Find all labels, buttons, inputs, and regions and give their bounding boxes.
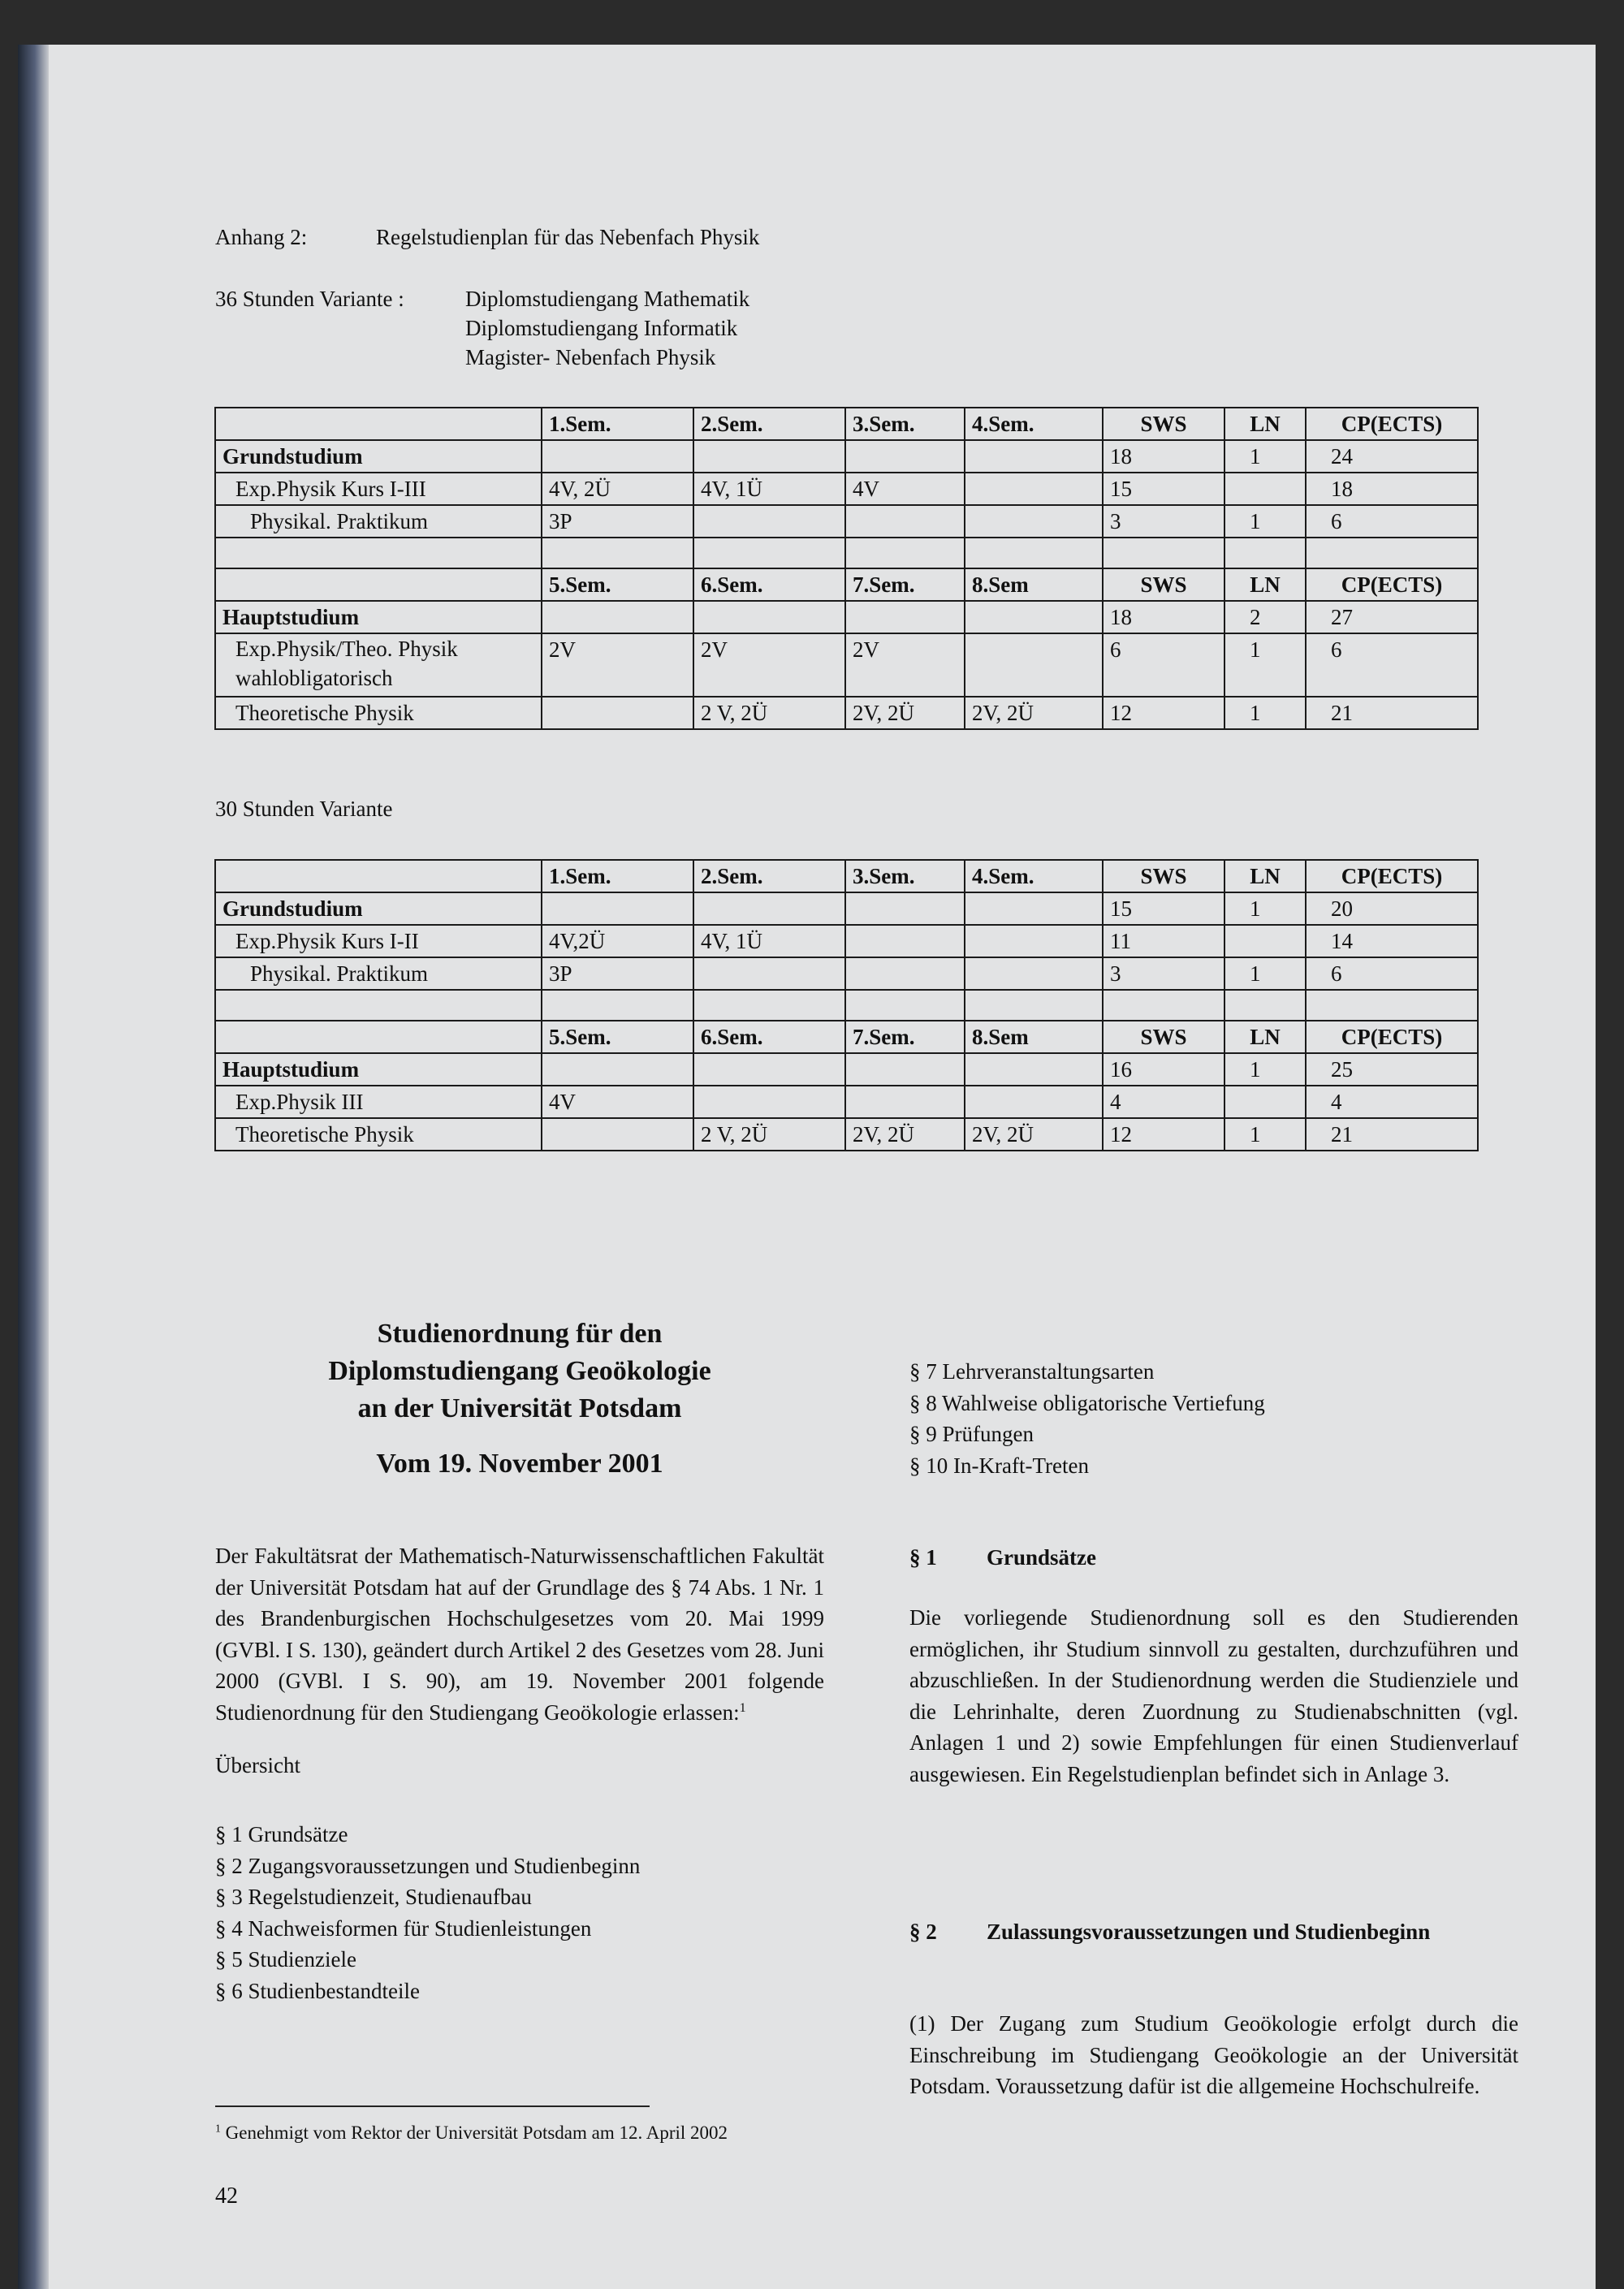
table-cell: 11 (1103, 925, 1224, 957)
table-cell: 3P (542, 957, 693, 990)
table-cell: Theoretische Physik (215, 1118, 542, 1151)
table-cell: Exp.Physik Kurs I-II (215, 925, 542, 957)
table-cell: 4V (845, 473, 965, 505)
table-cell: 15 (1103, 473, 1224, 505)
table-cell: 3P (542, 505, 693, 538)
overview-item: § 8 Wahlweise obligatorische Vertiefung (909, 1390, 1265, 1415)
table-cell (542, 990, 693, 1021)
ordinance-intro: Der Fakultätsrat der Mathematisch-Naturwissenschaftlichen Fakultät der Universität Potsdam hat auf der Grundlage des § 74 Abs. 1 Nr. 1 des Brandenburgischen Hochschulgesetzes vom 20. Mai 1999 (GVBl. I S. 130), geändert durch Artikel 2 des Gesetzes vom 28. Juni 2000 (GVBl. I S. 90), am 19. November 2001 folgende Studienordnung für den Studiengang Geoökologie erlassen:$^1$ (215, 1544, 824, 1725)
variant36-program-2: Diplomstudiengang Informatik (465, 316, 738, 340)
table-cell (542, 1053, 693, 1086)
table-cell: Hauptstudium (215, 601, 542, 633)
overview-list-right (909, 1356, 1265, 1481)
overview-item: § 5 Studienziele (215, 1947, 356, 1972)
table-header-cell: 8.Sem (965, 1021, 1103, 1053)
table-row (215, 633, 1478, 697)
table-cell (845, 925, 965, 957)
table-cell (1103, 990, 1224, 1021)
table-cell (215, 990, 542, 1021)
section-1-text: Die vorliegende Studienordnung soll es den Studierenden ermöglichen, ihr Studium sinnvoll zu gestalten, durchzuführen und abzuschließen. In der Studienordnung werden die Studienziele und die Lehrinhalte, deren Zuordnung zu Studienabschnitten (vgl. Anlagen 1 und 2) sowie Empfehlungen für einen Studienverlauf ausgewiesen. Ein Regelstudienplan befindet sich in Anlage 3. (909, 1605, 1518, 1786)
table-cell: Exp.Physik/Theo. Physik wahlobligatorisch (215, 633, 542, 697)
table-cell (965, 1086, 1103, 1118)
table-cell: 3 (1103, 505, 1224, 538)
table-header-cell: 3.Sem. (845, 860, 965, 892)
table-row (215, 1118, 1478, 1151)
table-cell: 4V (542, 1086, 693, 1118)
table-cell: 1 (1224, 633, 1306, 697)
footnote-reference[interactable]: 1 (739, 1699, 746, 1715)
table-cell (845, 538, 965, 568)
table-cell: 2V, 2Ü (965, 1118, 1103, 1151)
table-cell (542, 538, 693, 568)
table-cell: 3 (1103, 957, 1224, 990)
table-cell: 21 (1306, 697, 1478, 729)
study-plan-table-36 (214, 407, 1479, 730)
table-cell (965, 633, 1103, 697)
table-cell: 25 (1306, 1053, 1478, 1086)
table-header-cell: 4.Sem. (965, 408, 1103, 440)
table-cell: 2 V, 2Ü (693, 1118, 845, 1151)
table-header-cell: SWS (1103, 860, 1224, 892)
table-cell: Theoretische Physik (215, 697, 542, 729)
table-cell (965, 1053, 1103, 1086)
table-row (215, 538, 1478, 568)
footnote-divider (215, 2105, 650, 2107)
table-header-cell: SWS (1103, 408, 1224, 440)
overview-item: § 2 Zugangsvoraussetzungen und Studienbeginn (215, 1853, 641, 1878)
table-header-cell (215, 860, 542, 892)
table-row (215, 957, 1478, 990)
table-cell (1224, 473, 1306, 505)
section-1-number: § 1 (909, 1545, 937, 1570)
table-header-cell: 8.Sem (965, 568, 1103, 601)
table-cell (1306, 538, 1478, 568)
table-cell: 2V (693, 633, 845, 697)
table-header-cell: LN (1224, 408, 1306, 440)
table-cell (1306, 990, 1478, 1021)
table-cell: 12 (1103, 697, 1224, 729)
table-row (215, 892, 1478, 925)
table-cell: 6 (1306, 505, 1478, 538)
table-header-cell: CP(ECTS) (1306, 860, 1478, 892)
table-cell (1224, 1086, 1306, 1118)
table-cell (1224, 925, 1306, 957)
table-row (215, 925, 1478, 957)
table-header-cell: LN (1224, 568, 1306, 601)
table-row (215, 408, 1478, 440)
table-cell: 1 (1224, 505, 1306, 538)
table-cell (845, 892, 965, 925)
table-header-cell: SWS (1103, 568, 1224, 601)
table-cell: 18 (1103, 440, 1224, 473)
section-2-number: § 2 (909, 1920, 937, 1944)
table-header-cell: 1.Sem. (542, 408, 693, 440)
table-cell: 2V (542, 633, 693, 697)
table-cell: Physikal. Praktikum (215, 957, 542, 990)
overview-item: § 3 Regelstudienzeit, Studienaufbau (215, 1885, 532, 1909)
table-cell: 4 (1306, 1086, 1478, 1118)
table-cell (965, 925, 1103, 957)
table-cell (1103, 538, 1224, 568)
overview-item: § 7 Lehrveranstaltungsarten (909, 1359, 1155, 1384)
table-header-cell: CP(ECTS) (1306, 408, 1478, 440)
table-cell: 15 (1103, 892, 1224, 925)
table-cell: 20 (1306, 892, 1478, 925)
table-row (215, 473, 1478, 505)
overview-list-left (215, 1819, 640, 2006)
table-cell (693, 892, 845, 925)
table-cell: Hauptstudium (215, 1053, 542, 1086)
table-header-cell: 1.Sem. (542, 860, 693, 892)
table-cell: 1 (1224, 697, 1306, 729)
table-cell (845, 601, 965, 633)
section-1-title: Grundsätze (987, 1545, 1096, 1570)
table-header-cell: LN (1224, 1021, 1306, 1053)
table-cell: Physikal. Praktikum (215, 505, 542, 538)
table-cell: 6 (1103, 633, 1224, 697)
table-header-cell: 2.Sem. (693, 860, 845, 892)
table-header-cell: 2.Sem. (693, 408, 845, 440)
table-cell (693, 538, 845, 568)
table-cell (845, 990, 965, 1021)
table-header-cell: CP(ECTS) (1306, 1021, 1478, 1053)
table-cell (542, 601, 693, 633)
variant36-label: 36 Stunden Variante : (215, 287, 404, 311)
variant30-label: 30 Stunden Variante (215, 797, 393, 821)
table-cell (693, 957, 845, 990)
table-row (215, 697, 1478, 729)
table-cell: 12 (1103, 1118, 1224, 1151)
document-page (49, 45, 1596, 2289)
table-cell (1224, 538, 1306, 568)
table-cell (965, 957, 1103, 990)
table-header-cell: 7.Sem. (845, 1021, 965, 1053)
table-cell (965, 601, 1103, 633)
table-cell (693, 1053, 845, 1086)
table-cell (845, 505, 965, 538)
annex-title: Regelstudienplan für das Nebenfach Physik (376, 225, 760, 249)
variant36-program-1: Diplomstudiengang Mathematik (465, 287, 750, 311)
table-cell (965, 892, 1103, 925)
table-row (215, 601, 1478, 633)
table-cell: 1 (1224, 1053, 1306, 1086)
table-cell: 21 (1306, 1118, 1478, 1151)
table-cell: 4 (1103, 1086, 1224, 1118)
table-header-cell: 5.Sem. (542, 1021, 693, 1053)
table-cell: 6 (1306, 957, 1478, 990)
table-header-cell: 7.Sem. (845, 568, 965, 601)
table-cell: 24 (1306, 440, 1478, 473)
study-plan-table-30 (214, 859, 1479, 1151)
table-cell (542, 892, 693, 925)
book-spine-edge (18, 45, 49, 2289)
table-cell: 4V,2Ü (542, 925, 693, 957)
table-cell: 2 (1224, 601, 1306, 633)
table-header-cell: 6.Sem. (693, 1021, 845, 1053)
table-cell (693, 440, 845, 473)
table-cell (542, 697, 693, 729)
table-cell: 14 (1306, 925, 1478, 957)
table-row (215, 1053, 1478, 1086)
table-cell: 2V, 2Ü (845, 697, 965, 729)
table-cell: 2V, 2Ü (845, 1118, 965, 1151)
table-cell: 1 (1224, 892, 1306, 925)
table-cell (845, 1086, 965, 1118)
table-cell: 2V (845, 633, 965, 697)
footnote: $^1$ Genehmigt vom Rektor der Universität Potsdam am 12. April 2002 (215, 2122, 728, 2143)
table-cell (693, 1086, 845, 1118)
table-cell (965, 440, 1103, 473)
table-cell: Grundstudium (215, 440, 542, 473)
table-cell (965, 538, 1103, 568)
table-cell: 18 (1306, 473, 1478, 505)
table-cell (693, 601, 845, 633)
table-header-cell (215, 408, 542, 440)
table-cell: Exp.Physik III (215, 1086, 542, 1118)
table-header-cell: 3.Sem. (845, 408, 965, 440)
overview-item: § 9 Prüfungen (909, 1422, 1034, 1446)
table-header-cell: CP(ECTS) (1306, 568, 1478, 601)
page-number: 42 (215, 2183, 238, 2209)
table-cell (693, 990, 845, 1021)
table-row (215, 860, 1478, 892)
overview-item: § 1 Grundsätze (215, 1822, 348, 1846)
table-cell: 4V, 2Ü (542, 473, 693, 505)
table-cell: 6 (1306, 633, 1478, 697)
table-cell (845, 440, 965, 473)
overview-heading: Übersicht (215, 1753, 300, 1777)
variant36-program-3: Magister- Nebenfach Physik (465, 345, 716, 369)
table-header-cell: 4.Sem. (965, 860, 1103, 892)
table-cell: Exp.Physik Kurs I-III (215, 473, 542, 505)
ordinance-title: Studienordnung für den Diplomstudiengang Geoökologie an der Universität Potsdam (328, 1319, 711, 1423)
table-cell (215, 538, 542, 568)
overview-item: § 10 In-Kraft-Treten (909, 1453, 1089, 1478)
table-cell (693, 505, 845, 538)
table-header-cell: 6.Sem. (693, 568, 845, 601)
table-cell: 1 (1224, 957, 1306, 990)
table-cell (1224, 990, 1306, 1021)
table-header-cell: SWS (1103, 1021, 1224, 1053)
overview-item: § 4 Nachweisformen für Studienleistungen (215, 1915, 592, 1941)
table-cell (845, 1053, 965, 1086)
overview-item: § 6 Studienbestandteile (215, 1978, 420, 2003)
table-row (215, 990, 1478, 1021)
section-2-title: Zulassungsvoraussetzungen und Studienbeginn (987, 1920, 1431, 1944)
table-cell: 16 (1103, 1053, 1224, 1086)
table-cell: 1 (1224, 440, 1306, 473)
table-cell: 4V, 1Ü (693, 925, 845, 957)
table-header-cell: LN (1224, 860, 1306, 892)
table-cell: 1 (1224, 1118, 1306, 1151)
table-header-cell (215, 1021, 542, 1053)
table-cell (965, 473, 1103, 505)
table-cell (542, 440, 693, 473)
table-row (215, 1021, 1478, 1053)
table-cell: 27 (1306, 601, 1478, 633)
table-row (215, 440, 1478, 473)
table-row (215, 568, 1478, 601)
table-row (215, 505, 1478, 538)
table-cell (965, 505, 1103, 538)
table-row (215, 1086, 1478, 1118)
table-cell: 2 V, 2Ü (693, 697, 845, 729)
table-cell (845, 957, 965, 990)
table-cell: 4V, 1Ü (693, 473, 845, 505)
table-header-cell: 5.Sem. (542, 568, 693, 601)
section-2-text: (1) Der Zugang zum Studium Geoökologie erfolgt durch die Einschreibung im Studiengang Geoökologie an der Universität Potsdam. Voraussetzung dafür ist die allgemeine Hochschulreife. (909, 2011, 1518, 2098)
table-cell: 2V, 2Ü (965, 697, 1103, 729)
table-cell (965, 990, 1103, 1021)
table-header-cell (215, 568, 542, 601)
table-cell: Grundstudium (215, 892, 542, 925)
table-cell: 18 (1103, 601, 1224, 633)
annex-label: Anhang 2: (215, 225, 308, 249)
ordinance-date: Vom 19. November 2001 (376, 1449, 663, 1479)
table-cell (542, 1118, 693, 1151)
